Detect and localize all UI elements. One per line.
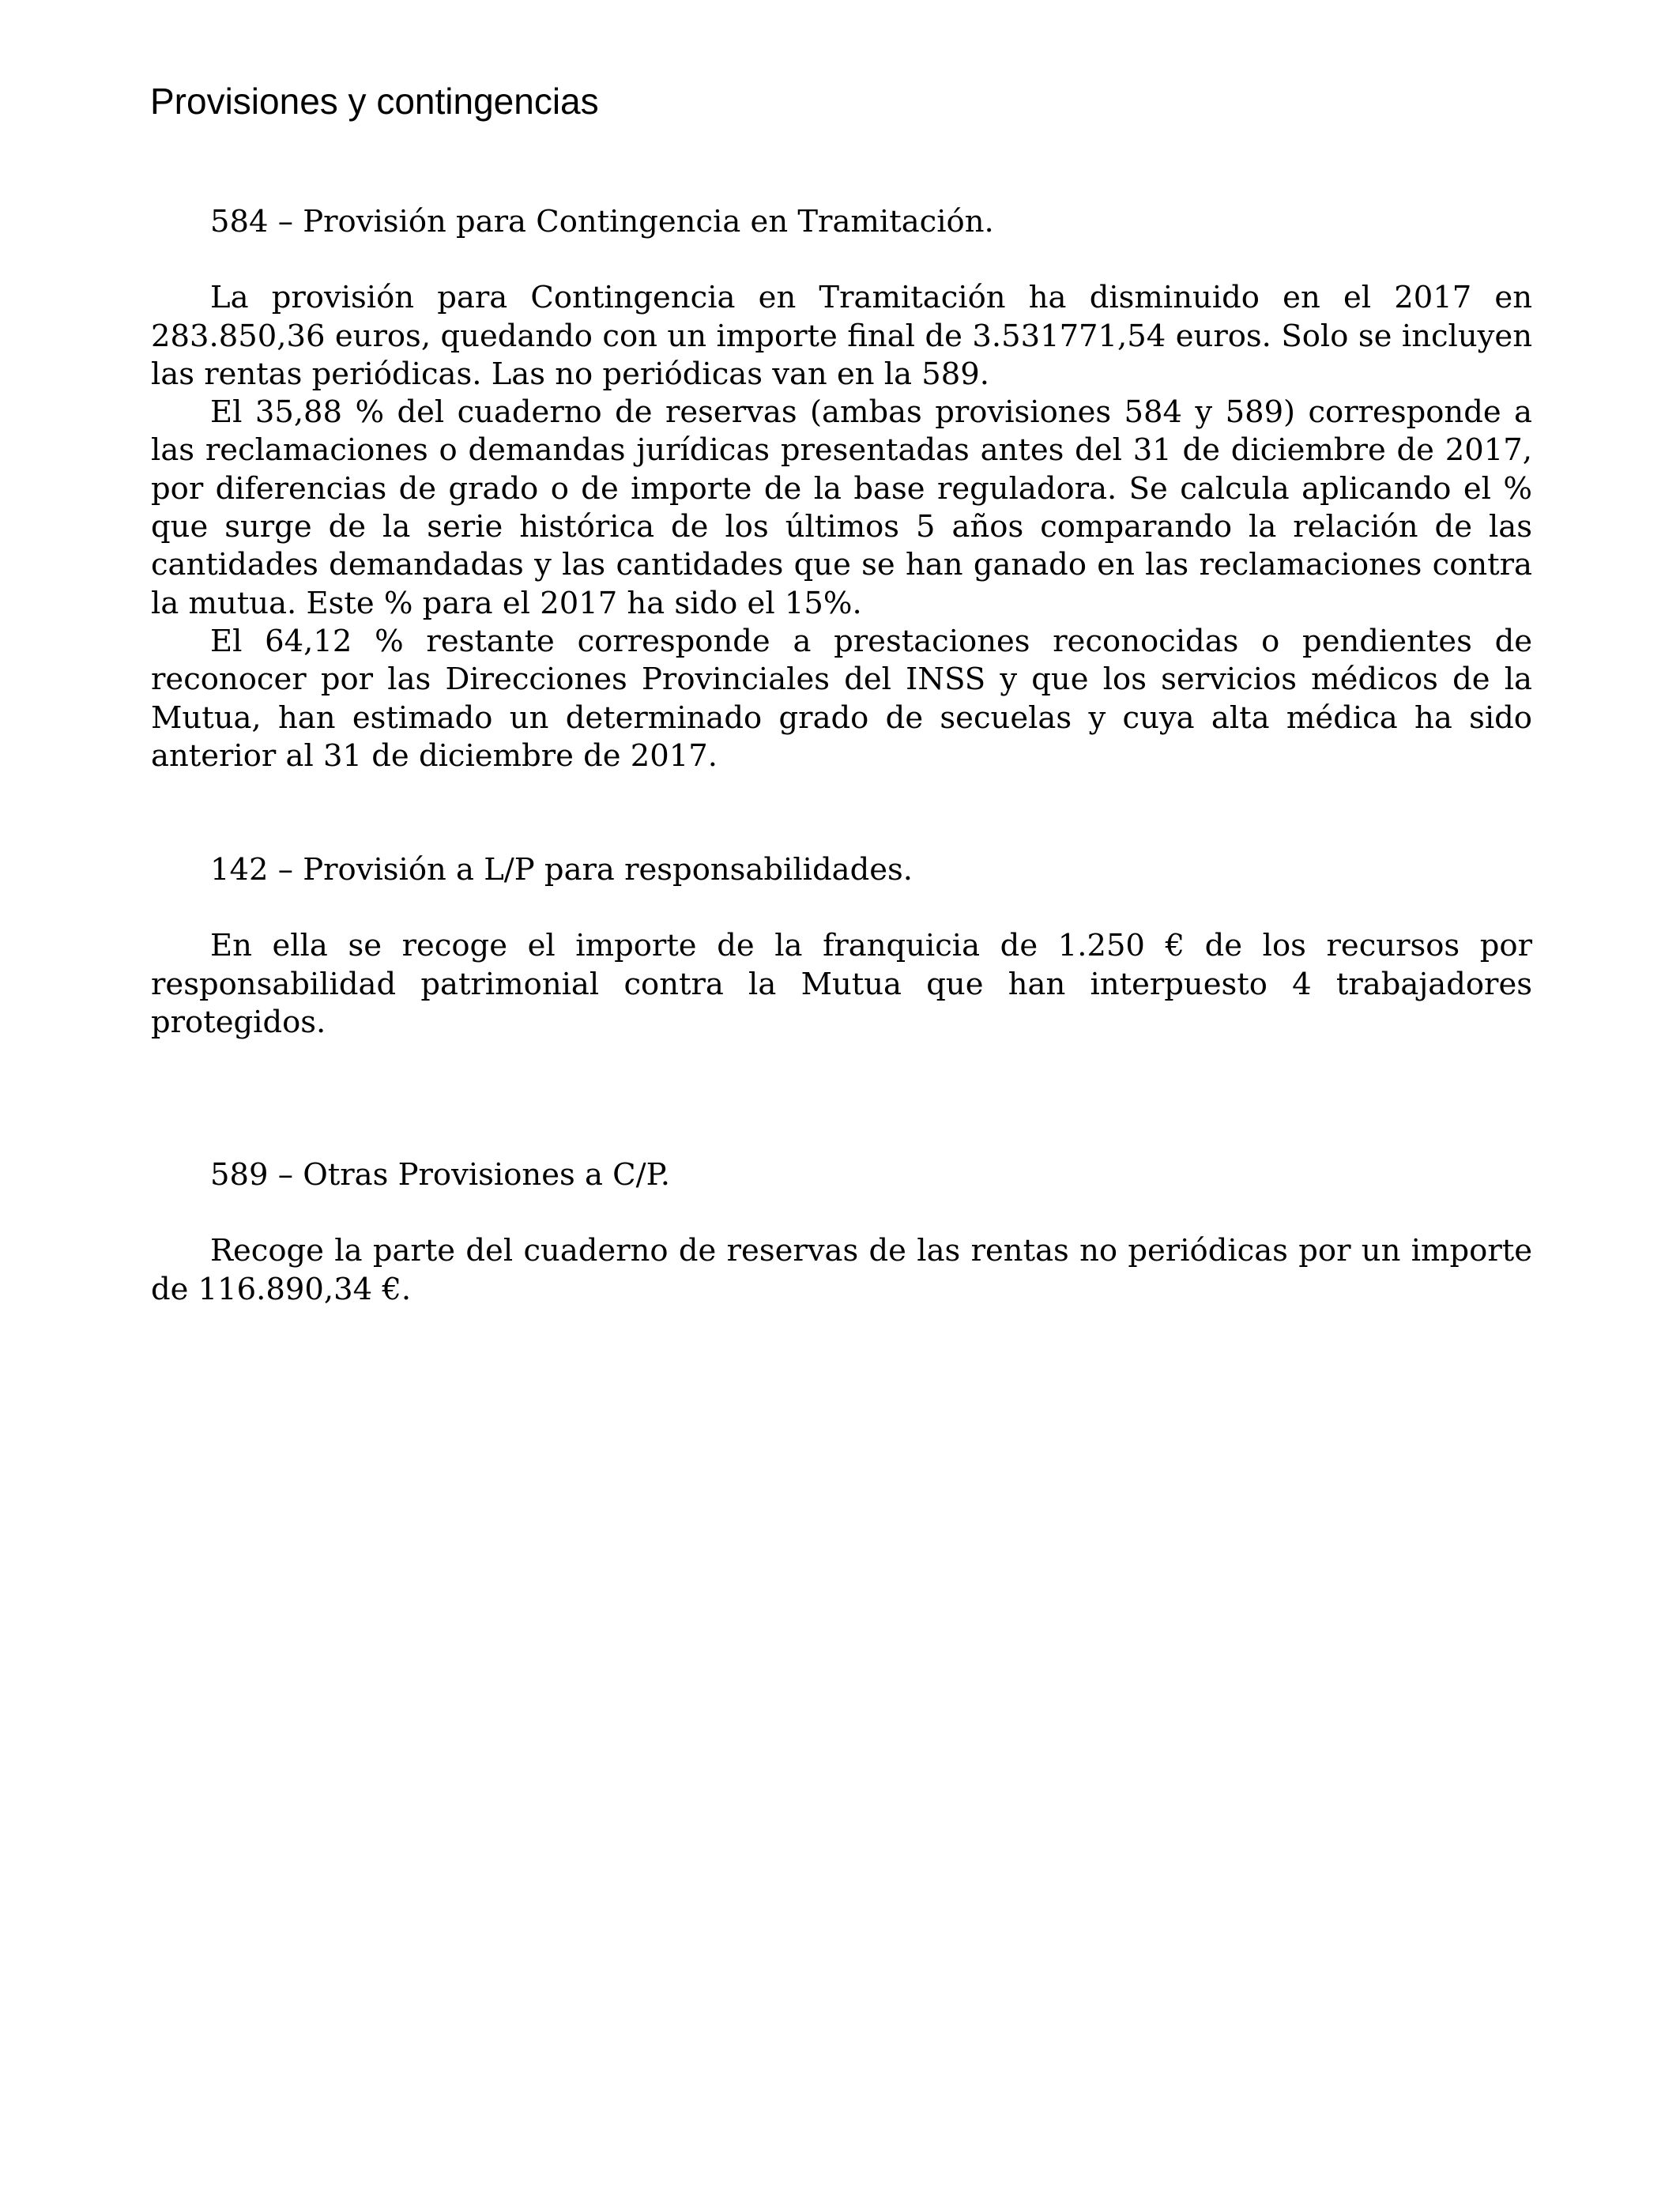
section-589	[151, 1156, 1532, 1309]
section-heading-589: 589 – Otras Provisiones a C/P.	[210, 1157, 670, 1193]
section-gap	[151, 889, 1532, 927]
section-gap	[151, 241, 1532, 279]
paragraph-589-reserves: Recoge la parte del cuaderno de reservas de las rentas no periódicas por un importe de 116.890,34 €.	[151, 1233, 1532, 1307]
section-gap	[151, 1194, 1532, 1232]
paragraph-142-deductible: En ella se recoge el importe de la franquicia de 1.250 € de los recursos por responsabilidad patrimonial contra la Mutua que han interpuesto 4 trabajadores protegidos.	[151, 928, 1532, 1040]
section-heading-584: 584 – Provisión para Contingencia en Tramitación.	[210, 204, 994, 239]
section-584	[151, 203, 1532, 775]
paragraph-584-remaining: El 64,12 % restante corresponde a prestaciones reconocidas o pendientes de reconocer por las Direcciones Provinciales del INSS y que los servicios médicos de la Mutua, han estimado un determinado grado de secuelas y cuya alta médica ha sido anterior al 31 de diciembre de 2017.	[151, 623, 1532, 774]
section-heading-142: 142 – Provisión a L/P para responsabilidades.	[210, 852, 913, 888]
paragraph-584-claims: El 35,88 % del cuaderno de reservas (ambas provisiones 584 y 589) corresponde a las reclamaciones o demandas jurídicas presentadas antes del 31 de diciembre de 2017, por diferencias de grado o de importe de la base reguladora. Se calcula aplicando el % que surge de la serie histórica de los últimos 5 años comparando la relación de las cantidades demandadas y las cantidades que se han ganado en las reclamaciones contra la mutua. Este % para el 2017 ha sido el 15%.	[151, 394, 1532, 621]
paragraph-584-summary: La provisión para Contingencia en Tramitación ha disminuido en el 2017 en 283.850,36 euros, quedando con un importe final de 3.531771,54 euros. Solo se incluyen las rentas periódicas. Las no periódicas van en la 589.	[151, 280, 1532, 392]
page-title: Provisiones y contingencias	[150, 81, 599, 122]
section-142	[151, 851, 1532, 1042]
